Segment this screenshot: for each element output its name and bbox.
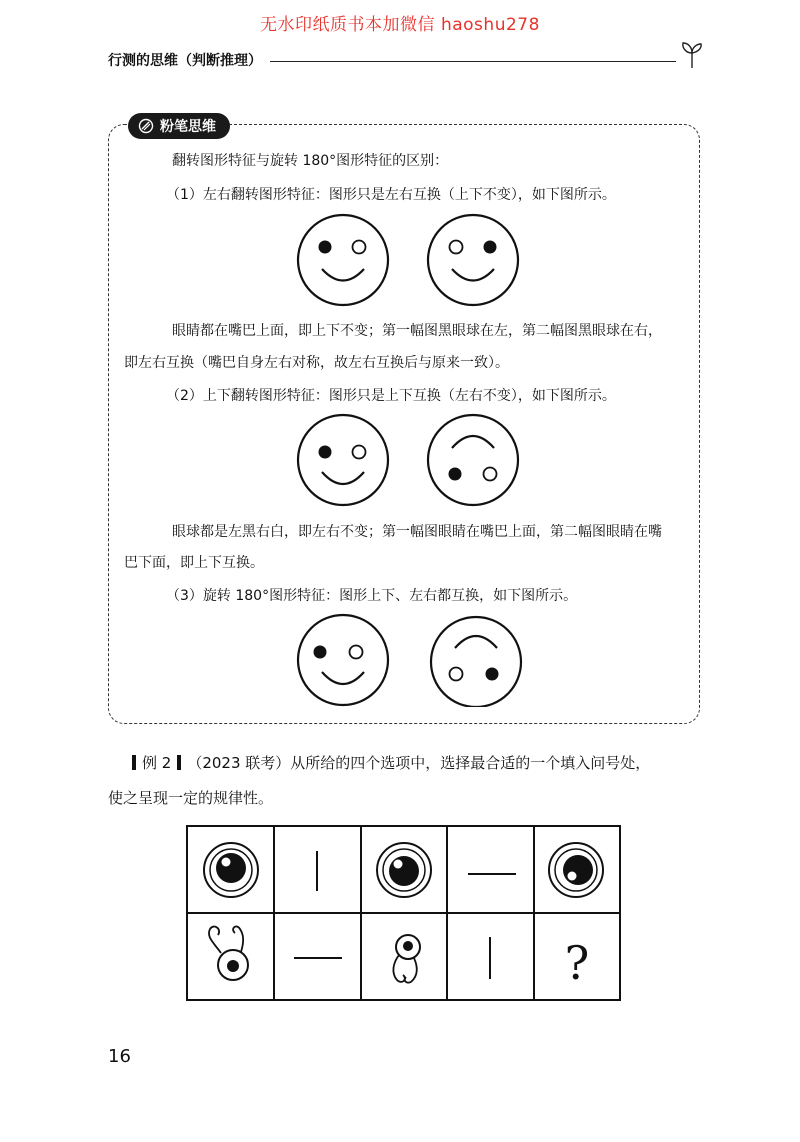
cell-eye-3 xyxy=(549,843,603,897)
tip-note-2-line-2: 巴下面，即上下互换。 xyxy=(124,555,264,571)
cell-eye-2 xyxy=(377,843,431,897)
example-source: （2023 联考） xyxy=(187,754,291,772)
question-mark-cell: ? xyxy=(564,936,590,990)
tip-item-3: （3）旋转 180°图形特征：图形上下、左右都互换，如下图所示。 xyxy=(166,588,578,604)
example-heading xyxy=(132,753,650,773)
page-number: 16 xyxy=(108,1046,131,1067)
example-bar-left xyxy=(132,755,136,770)
tip-note-1-line-2: 即左右互换（嘴巴自身左右对称，故左右互换后与原来一致）。 xyxy=(124,355,509,371)
sprout-icon xyxy=(678,40,706,70)
tip-note-1-line-1: 眼睛都在嘴巴上面，即上下不变；第一幅图黑眼球在左，第二幅图黑眼球在右， xyxy=(172,323,662,339)
tip-badge xyxy=(128,113,230,139)
running-header xyxy=(108,48,706,72)
cell-eye-with-tail-1 xyxy=(209,926,248,980)
tip-badge-label: 粉笔思维 xyxy=(160,119,216,135)
example-label: 例 2 xyxy=(142,754,172,772)
tip-item-1: （1）左右翻转图形特征：图形只是左右互换（上下不变），如下图所示。 xyxy=(166,187,616,203)
header-title: 行测的思维（判断推理） xyxy=(108,53,262,69)
example-text-line-1: 从所给的四个选项中，选择最合适的一个填入问号处， xyxy=(290,754,651,772)
face-original xyxy=(298,615,388,705)
tip-intro: 翻转图形特征与旋转 180°图形特征的区别： xyxy=(172,153,449,169)
header-rule xyxy=(270,61,676,62)
example-bar-right xyxy=(177,755,181,770)
tip-item-2: （2）上下翻转图形特征：图形只是上下互换（左右不变），如下图所示。 xyxy=(166,388,616,404)
face-flipped-left-right xyxy=(428,215,518,305)
face-row-horizontal-flip xyxy=(296,212,526,307)
face-row-rotation-180 xyxy=(296,612,526,707)
face-original xyxy=(298,215,388,305)
face-original xyxy=(298,415,388,505)
face-row-vertical-flip xyxy=(296,412,526,507)
face-flipped-up-down xyxy=(428,415,518,505)
face-rotated-180 xyxy=(431,617,521,707)
tip-note-2-line-1: 眼球都是左黑右白，即左右不变；第一幅图眼睛在嘴巴上面，第二幅图眼睛在嘴 xyxy=(172,524,662,540)
cell-eye-with-tail-2 xyxy=(393,935,420,983)
watermark: 无水印纸质书本加微信 haoshu278 xyxy=(260,15,540,35)
puzzle-grid xyxy=(186,825,622,1002)
example-text-line-2: 使之呈现一定的规律性。 xyxy=(108,789,274,807)
cell-eye-1 xyxy=(204,843,258,897)
chalk-icon xyxy=(138,118,154,134)
